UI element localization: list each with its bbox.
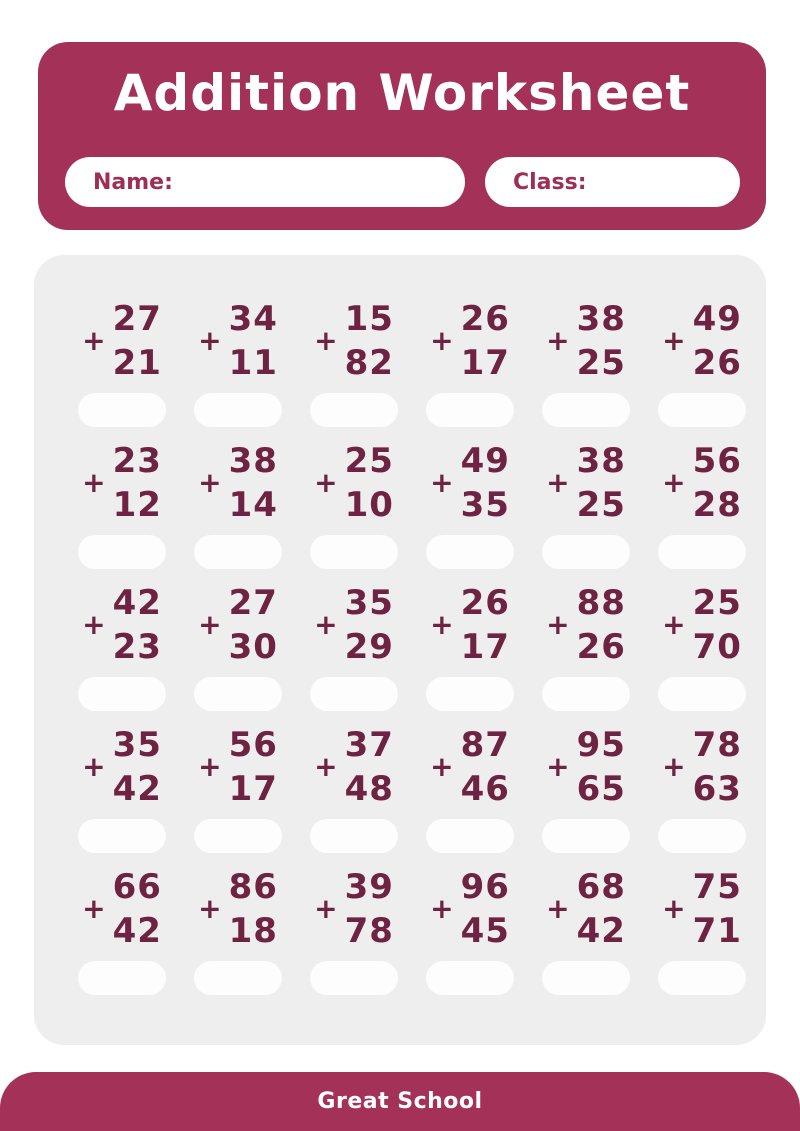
problem-cell [412,859,528,1001]
addend-top: 49 [460,441,510,481]
addition-expression [314,865,394,953]
addition-expression [198,865,278,953]
addends-stack [345,723,394,811]
addend-bottom: 48 [344,769,394,809]
addends-stack [577,581,626,669]
addends-stack [345,581,394,669]
class-label: Class: [513,169,587,195]
addend-top: 25 [692,583,742,623]
plus-operator: + [546,466,570,499]
addition-expression [430,297,510,385]
answer-box[interactable] [78,393,166,427]
problem-cell [296,859,412,1001]
addend-bottom: 17 [228,769,278,809]
addition-expression [430,723,510,811]
problem-cell [644,717,760,859]
plus-operator: + [314,750,338,783]
addition-expression [662,581,742,669]
problem-cell [528,433,644,575]
answer-box[interactable] [194,393,282,427]
answer-box[interactable] [194,535,282,569]
addend-top: 27 [112,299,162,339]
plus-operator: + [198,892,222,925]
plus-operator: + [546,750,570,783]
addends-stack [345,439,394,527]
addition-expression [546,297,626,385]
addition-expression [198,439,278,527]
addends-stack [577,723,626,811]
addends-stack [577,865,626,953]
addend-top: 27 [228,583,278,623]
addend-bottom: 70 [692,627,742,667]
addition-expression [662,297,742,385]
problem-cell [64,433,180,575]
answer-box[interactable] [542,393,630,427]
addends-stack [577,439,626,527]
addition-expression [82,723,162,811]
addends-stack [693,581,742,669]
addend-top: 75 [692,867,742,907]
addition-expression [662,439,742,527]
addend-bottom: 42 [576,911,626,951]
addition-expression [546,439,626,527]
addend-top: 56 [692,441,742,481]
problem-cell [644,859,760,1001]
problem-cell [64,575,180,717]
addition-expression [82,439,162,527]
answer-box[interactable] [658,677,746,711]
addend-top: 78 [692,725,742,765]
plus-operator: + [198,324,222,357]
addend-bottom: 10 [344,485,394,525]
addend-bottom: 71 [692,911,742,951]
plus-operator: + [546,892,570,925]
problem-cell [296,575,412,717]
problem-cell [64,717,180,859]
answer-box[interactable] [78,961,166,995]
addends-stack [229,723,278,811]
addend-bottom: 29 [344,627,394,667]
addend-bottom: 26 [692,343,742,383]
addends-stack [693,723,742,811]
addition-expression [314,723,394,811]
problem-cell [180,859,296,1001]
plus-operator: + [314,324,338,357]
addends-stack [577,297,626,385]
addends-stack [345,297,394,385]
plus-operator: + [662,750,686,783]
addend-bottom: 21 [112,343,162,383]
plus-operator: + [430,608,454,641]
addend-bottom: 28 [692,485,742,525]
answer-box[interactable] [658,535,746,569]
addition-expression [198,581,278,669]
plus-operator: + [430,892,454,925]
plus-operator: + [82,324,106,357]
addend-top: 35 [112,725,162,765]
plus-operator: + [314,892,338,925]
addends-stack [345,865,394,953]
problem-cell [644,575,760,717]
addend-bottom: 14 [228,485,278,525]
addend-bottom: 35 [460,485,510,525]
problem-cell [296,717,412,859]
problem-cell [64,291,180,433]
addends-stack [113,723,162,811]
answer-box[interactable] [426,393,514,427]
plus-operator: + [314,466,338,499]
addend-top: 34 [228,299,278,339]
addends-stack [229,297,278,385]
addend-bottom: 12 [112,485,162,525]
addend-bottom: 65 [576,769,626,809]
problem-cell [644,433,760,575]
plus-operator: + [662,892,686,925]
addends-stack [229,439,278,527]
plus-operator: + [662,608,686,641]
addend-top: 88 [576,583,626,623]
plus-operator: + [662,324,686,357]
addend-bottom: 82 [344,343,394,383]
problem-cell [412,433,528,575]
addends-stack [693,865,742,953]
answer-box[interactable] [542,677,630,711]
answer-box[interactable] [542,961,630,995]
name-field[interactable] [65,157,465,207]
problem-cell [180,717,296,859]
school-name: Great School [317,1089,483,1114]
answer-box[interactable] [426,677,514,711]
addend-bottom: 25 [576,485,626,525]
plus-operator: + [198,750,222,783]
addition-expression [82,297,162,385]
addition-expression [430,865,510,953]
problem-cell [528,859,644,1001]
addends-stack [461,297,510,385]
addend-top: 96 [460,867,510,907]
addends-stack [461,865,510,953]
answer-box[interactable] [426,819,514,853]
addend-top: 25 [344,441,394,481]
addend-bottom: 26 [576,627,626,667]
addend-bottom: 17 [460,627,510,667]
answer-box[interactable] [310,535,398,569]
addend-bottom: 17 [460,343,510,383]
problem-cell [644,291,760,433]
answer-box[interactable] [658,393,746,427]
addend-bottom: 30 [228,627,278,667]
addition-expression [546,581,626,669]
addition-expression [82,865,162,953]
plus-operator: + [198,466,222,499]
answer-box[interactable] [194,819,282,853]
addend-top: 68 [576,867,626,907]
addend-top: 42 [112,583,162,623]
addends-stack [113,439,162,527]
addend-top: 86 [228,867,278,907]
addition-expression [198,297,278,385]
problems-grid [34,255,766,1045]
addend-bottom: 11 [228,343,278,383]
plus-operator: + [314,608,338,641]
problem-cell [180,433,296,575]
addend-top: 49 [692,299,742,339]
problem-cell [296,433,412,575]
addend-bottom: 42 [112,911,162,951]
addend-bottom: 78 [344,911,394,951]
addend-top: 26 [460,583,510,623]
addend-bottom: 46 [460,769,510,809]
plus-operator: + [198,608,222,641]
problem-cell [528,291,644,433]
addition-expression [198,723,278,811]
class-field[interactable] [485,157,740,207]
addition-expression [546,723,626,811]
problem-cell [180,575,296,717]
addition-expression [314,439,394,527]
addends-stack [229,581,278,669]
addend-bottom: 23 [112,627,162,667]
answer-box[interactable] [310,393,398,427]
addend-top: 38 [228,441,278,481]
addend-bottom: 42 [112,769,162,809]
plus-operator: + [82,892,106,925]
addend-top: 87 [460,725,510,765]
addends-stack [693,297,742,385]
problem-cell [528,575,644,717]
addend-top: 39 [344,867,394,907]
plus-operator: + [430,466,454,499]
page-title: Addition Worksheet [113,64,691,122]
answer-box[interactable] [78,677,166,711]
addition-expression [546,865,626,953]
plus-operator: + [82,750,106,783]
plus-operator: + [82,608,106,641]
addend-top: 66 [112,867,162,907]
addend-top: 37 [344,725,394,765]
addends-stack [461,439,510,527]
answer-box[interactable] [194,677,282,711]
answer-box[interactable] [310,677,398,711]
problem-cell [412,717,528,859]
addend-top: 26 [460,299,510,339]
problem-cell [528,717,644,859]
addend-top: 38 [576,441,626,481]
header-card [38,42,766,230]
plus-operator: + [662,466,686,499]
addend-top: 56 [228,725,278,765]
footer-bar [0,1072,800,1131]
addend-bottom: 45 [460,911,510,951]
problem-cell [180,291,296,433]
problem-cell [64,859,180,1001]
answer-box[interactable] [542,819,630,853]
problem-cell [296,291,412,433]
addition-expression [430,439,510,527]
answer-box[interactable] [310,819,398,853]
addition-expression [314,581,394,669]
addends-stack [113,297,162,385]
addend-bottom: 63 [692,769,742,809]
answer-box[interactable] [426,535,514,569]
answer-box[interactable] [310,961,398,995]
answer-box[interactable] [542,535,630,569]
answer-box[interactable] [426,961,514,995]
plus-operator: + [546,608,570,641]
addend-bottom: 25 [576,343,626,383]
addition-expression [430,581,510,669]
plus-operator: + [430,750,454,783]
addend-top: 95 [576,725,626,765]
answer-box[interactable] [658,819,746,853]
plus-operator: + [430,324,454,357]
answer-box[interactable] [78,819,166,853]
problem-cell [412,575,528,717]
addition-expression [662,865,742,953]
addend-top: 23 [112,441,162,481]
answer-box[interactable] [78,535,166,569]
problems-panel [34,255,766,1045]
addition-expression [662,723,742,811]
addend-bottom: 18 [228,911,278,951]
addition-expression [82,581,162,669]
addend-top: 35 [344,583,394,623]
addition-expression [314,297,394,385]
addends-stack [461,581,510,669]
addends-stack [113,865,162,953]
addends-stack [229,865,278,953]
answer-box[interactable] [194,961,282,995]
addend-top: 15 [344,299,394,339]
plus-operator: + [82,466,106,499]
addends-stack [113,581,162,669]
addend-top: 38 [576,299,626,339]
plus-operator: + [546,324,570,357]
addends-stack [693,439,742,527]
answer-box[interactable] [658,961,746,995]
name-label: Name: [93,169,173,195]
problem-cell [412,291,528,433]
addends-stack [461,723,510,811]
